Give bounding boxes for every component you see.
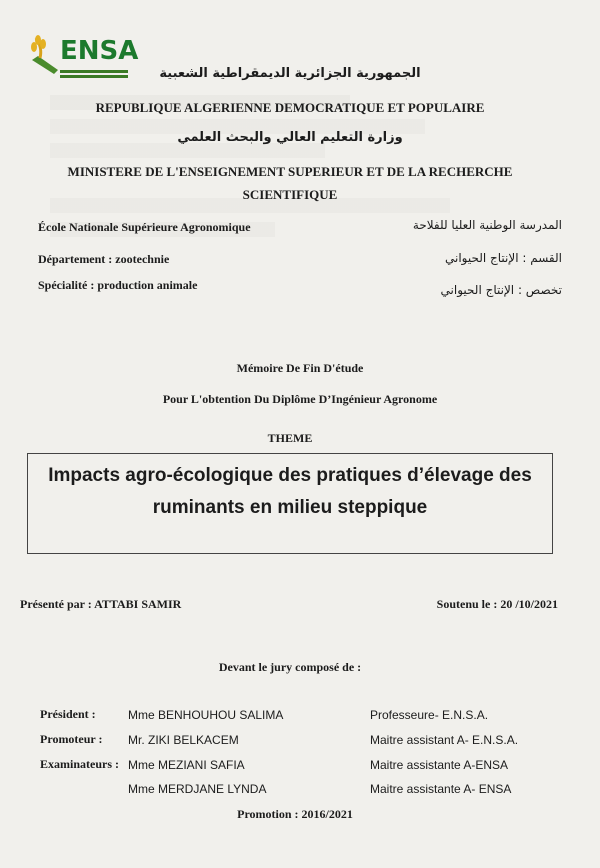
ensa-logo-text: ENSA bbox=[60, 36, 139, 66]
jury-title-president: Professeure- E.N.S.A. bbox=[370, 708, 489, 722]
presented-by: Présenté par : ATTABI SAMIR bbox=[20, 597, 182, 611]
jury-role-president: Président : bbox=[40, 707, 96, 721]
speciality-fr: Spécialité : production animale bbox=[38, 278, 198, 292]
jury-heading: Devant le jury composé de : bbox=[218, 660, 362, 674]
jury-title-examinateur-2: Maitre assistante A- ENSA bbox=[370, 782, 512, 796]
jury-name-examinateur-2: Mme MERDJANE LYNDA bbox=[128, 782, 267, 796]
theme-title-line2: ruminants en milieu steppique bbox=[152, 497, 428, 518]
department-ar: القسم : الإنتاج الحيواني bbox=[444, 251, 562, 265]
promotion: Promotion : 2016/2021 bbox=[237, 807, 353, 821]
arabic-ministry-title: وزارة التعليم العالي والبحث العلمي bbox=[177, 130, 403, 145]
jury-title-promoteur: Maitre assistant A- E.N.S.A. bbox=[370, 733, 519, 747]
republic-title: REPUBLIQUE ALGERIENNE DEMOCRATIQUE ET POPULAIRE bbox=[95, 100, 485, 115]
jury-name-examinateur-1: Mme MEZIANI SAFIA bbox=[128, 758, 245, 772]
ministry-title-line1: MINISTERE DE L'ENSEIGNEMENT SUPERIEUR ET DE LA RECHERCHE bbox=[67, 164, 513, 179]
jury-role-promoteur: Promoteur : bbox=[40, 732, 103, 746]
theme-label: THEME bbox=[267, 431, 313, 445]
speciality-ar: تخصص : الإنتاج الحيواني bbox=[440, 283, 562, 297]
jury-role-examinateurs: Examinateurs : bbox=[40, 757, 119, 771]
theme-title bbox=[28, 454, 552, 524]
jury-title-examinateur-1: Maitre assistante A-ENSA bbox=[370, 758, 509, 772]
jury-name-president: Mme BENHOUHOU SALIMA bbox=[128, 708, 284, 722]
theme-box bbox=[27, 453, 553, 554]
school-name-fr: École Nationale Supérieure Agronomique bbox=[38, 220, 251, 234]
school-name-ar: المدرسة الوطنية العليا للفلاحة bbox=[412, 218, 562, 232]
department-fr: Département : zootechnie bbox=[38, 252, 170, 266]
jury-name-promoteur: Mr. ZIKI BELKACEM bbox=[128, 733, 239, 747]
memoire-subtitle: Pour L'obtention Du Diplôme D’Ingénieur Agronome bbox=[162, 392, 438, 406]
arabic-republic-title: الجمهورية الجزائرية الديمقراطية الشعبية bbox=[159, 66, 421, 81]
ministry-title-line2: SCIENTIFIQUE bbox=[242, 187, 338, 202]
memoire-title: Mémoire De Fin D'étude bbox=[236, 361, 364, 375]
defense-date: Soutenu le : 20 /10/2021 bbox=[436, 597, 558, 611]
theme-title-line1: Impacts agro-écologique des pratiques d’élevage des bbox=[48, 465, 532, 486]
